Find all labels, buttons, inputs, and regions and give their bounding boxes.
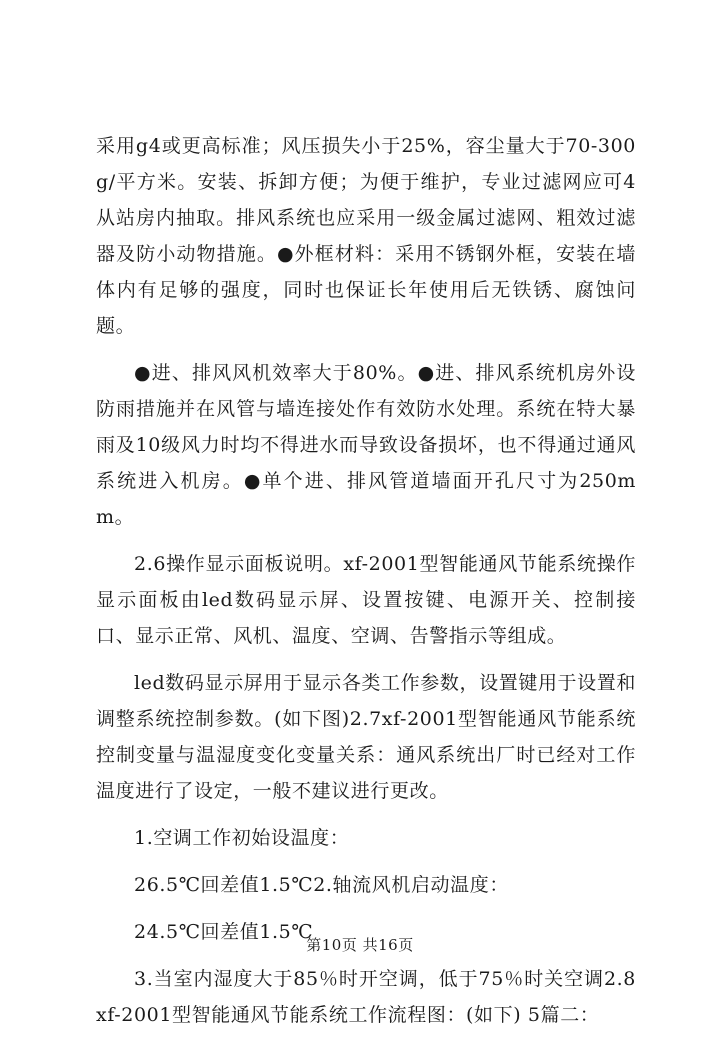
paragraph-humidity-rule: 3.当室内湿度大于85％时开空调，低于75％时关空调2.8xf-2001型智能通风节能系统工作流程图：(如下) 5篇二： [96, 968, 636, 1026]
paragraph-ac-temp-value: 26.5℃回差值1.5℃2.轴流风机启动温度： [134, 874, 509, 896]
paragraph-panel-description: 2.6操作显示面板说明。xf-2001型智能通风节能系统操作显示面板由led数码显示屏、设置按键、电源开关、控制接口、显示正常、风机、温度、空调、告警指示等组成。 [96, 553, 636, 647]
document-body [96, 128, 636, 1044]
paragraph-led-display: led数码显示屏用于显示各类工作参数，设置键用于设置和调整系统控制参数。(如下图)2.7xf-2001型智能通风节能系统控制变量与温湿度变化变量关系：通风系统出厂时已经对工作温度进行了设定，一般不建议进行更改。 [96, 672, 636, 802]
paragraph-ac-initial-temp: 1.空调工作初始设温度： [134, 827, 350, 849]
paragraph-filter-spec: 采用g4或更高标准；风压损失小于25%，容尘量大于70-300g/平方米。安装、拆卸方便；为便于维护，专业过滤网应可4从站房内抽取。排风系统也应采用一级金属过滤网、粗效过滤器及防小动物措施。●外框材料：采用不锈钢外框，安装在墙体内有足够的强度，同时也保证长年使用后无铁锈、腐蚀问题。 [96, 135, 636, 337]
paragraph-fan-efficiency: ●进、排风风机效率大于80%。●进、排风系统机房外设防雨措施并在风管与墙连接处作有效防水处理。系统在特大暴雨及10级风力时均不得进水而导致设备损坏，也不得通过通风系统进入机房。●单个进、排风管道墙面开孔尺寸为250mm。 [96, 362, 636, 528]
paragraph-fan-temp-value: 24.5℃回差值1.5℃ [134, 921, 314, 943]
page-number-footer: 第10页 共16页 [306, 936, 414, 954]
